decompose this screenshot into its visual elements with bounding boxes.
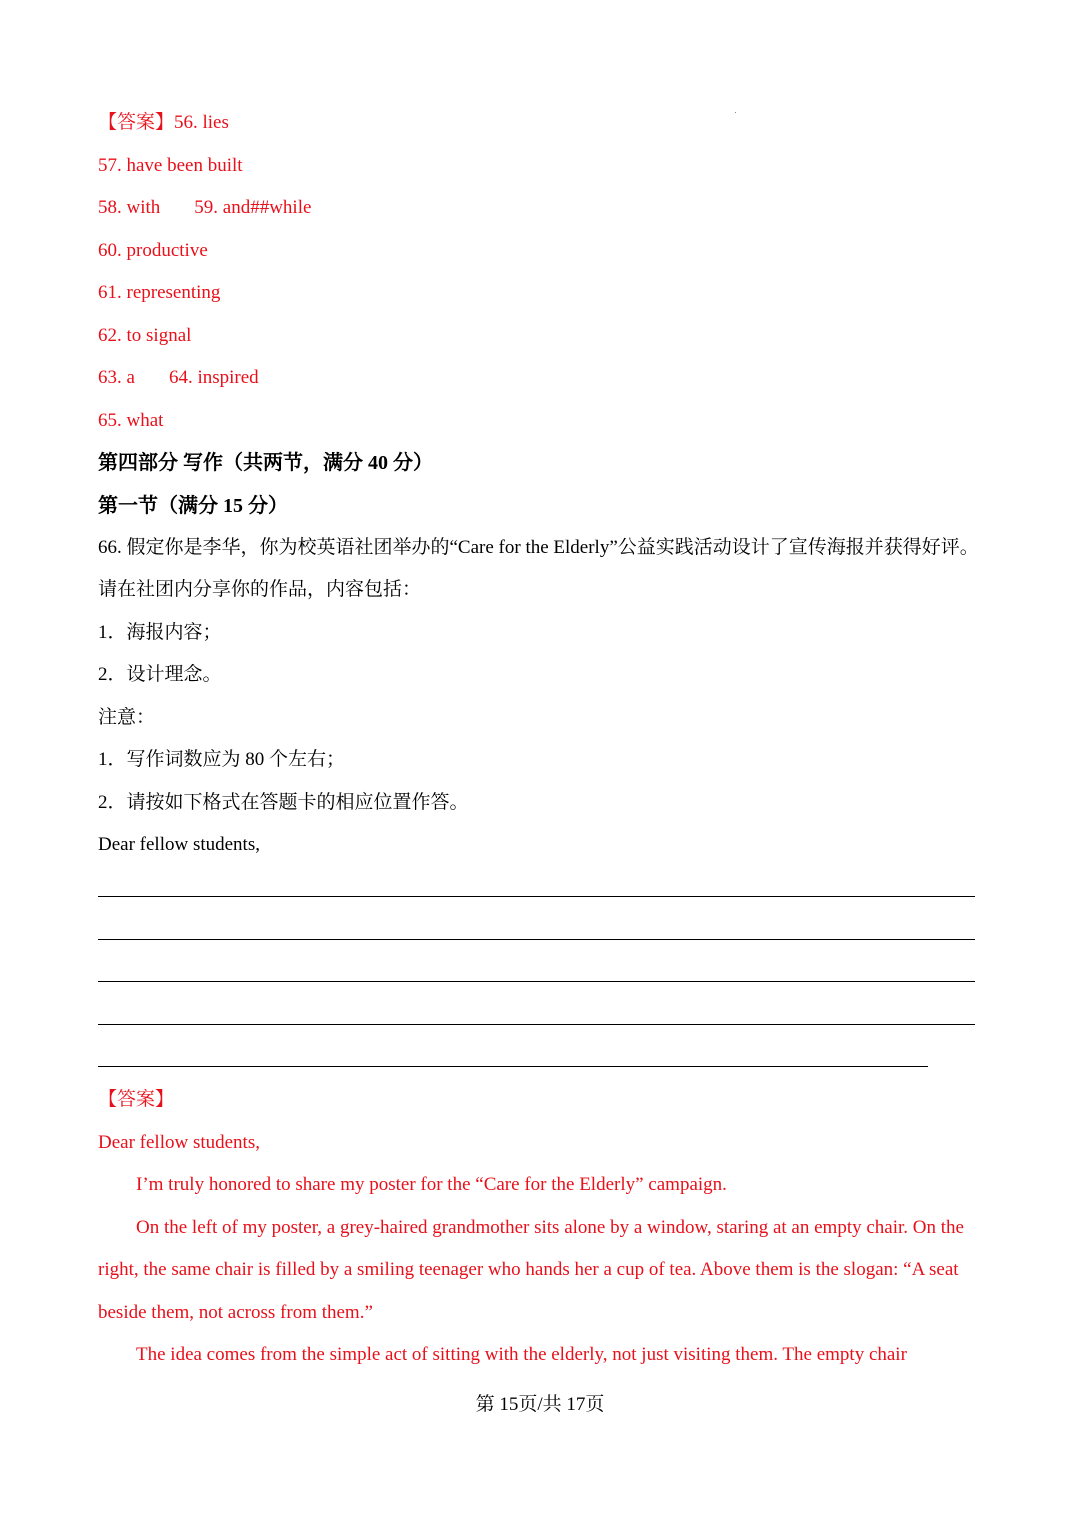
part-title: 第四部分 写作（共两节，满分 40 分） [98,452,433,474]
answer-label: 【答案】 [98,1089,175,1110]
essay-paragraph-2-line-2: right, the same chair is filled by a smiling teenager who hands her a cup of tea. Above them is the slogan: “A seat [98,1259,959,1280]
question-prompt-cont: 请在社团内分享你的作品，内容包括： [98,579,422,600]
note-item-1: 1．写作词数应为 80 个左右； [98,749,346,770]
page-number: 第 15页/共 17页 [475,1394,605,1415]
answer-62: 62. to signal [98,325,192,346]
writing-line [98,896,975,897]
essay-salutation: Dear fellow students, [98,1132,260,1153]
question-prompt: 66. 假定你是李华，你为校英语社团举办的“Care for the Elderly”公益实践活动设计了宣传海报并获得好评。 [98,537,979,558]
answer-58: 58. with [98,197,161,218]
writing-line [98,939,975,940]
essay-paragraph-2-line-3: beside them, not across from them.” [98,1302,373,1323]
answer-63-64-row [98,366,259,390]
answer-60: 60. productive [98,240,208,261]
answer-57: 57. have been built [98,155,243,176]
essay-paragraph-3-line-1: The idea comes from the simple act of sitting with the elderly, not just visiting them. The empty chair [136,1344,907,1365]
answer-61: 61. representing [98,282,221,303]
writing-line [98,1066,928,1067]
answer-64: 64. inspired [168,367,259,388]
answer-58-59-row [98,196,311,220]
note-label: 注意： [98,707,156,728]
content-item-1: 1．海报内容； [98,622,222,643]
writing-line [98,1024,975,1025]
content-item-2: 2．设计理念。 [98,664,222,685]
essay-paragraph-1: I’m truly honored to share my poster for the “Care for the Elderly” campaign. [136,1174,727,1195]
answer-65: 65. what [98,410,164,431]
answer-59: 59. and##while [194,197,312,218]
writing-line [98,981,975,982]
scan-speck [735,112,736,113]
answer-56: 【答案】56. lies [98,112,229,133]
essay-paragraph-2-line-1: On the left of my poster, a grey-haired grandmother sits alone by a window, staring at an empty chair. On the [136,1217,964,1238]
answer-63: 63. a [98,367,135,388]
letter-salutation: Dear fellow students, [98,834,260,855]
sub-title: 第一节（满分 15 分） [98,495,288,517]
note-item-2: 2．请按如下格式在答题卡的相应位置作答。 [98,792,469,813]
